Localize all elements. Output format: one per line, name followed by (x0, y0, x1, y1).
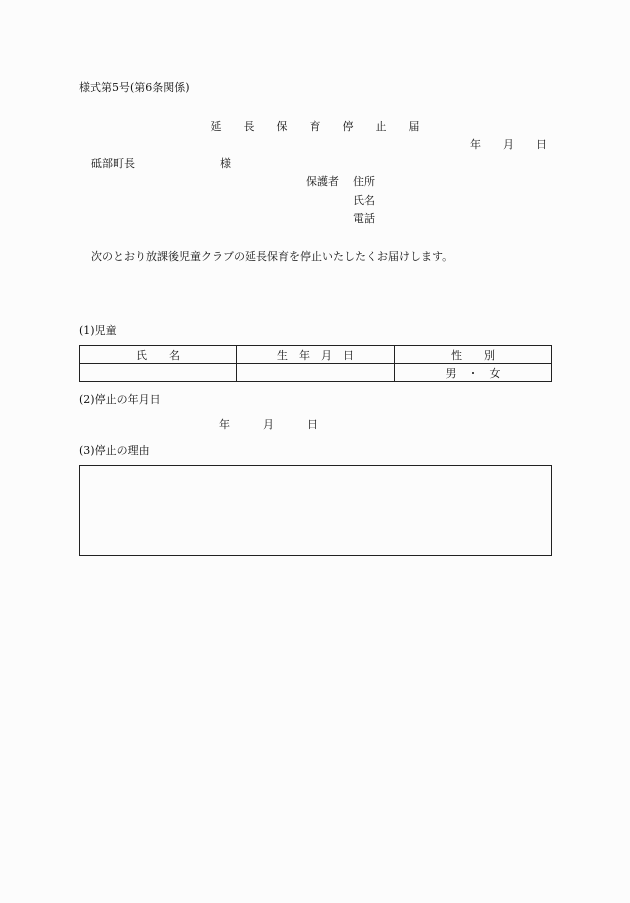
birth-date-field[interactable] (237, 364, 395, 382)
section-reason-heading: (3)停止の理由 (79, 444, 150, 457)
page-title: 延 長 保 育 停 止 届 (210, 120, 420, 133)
honorific: 様 (220, 157, 231, 170)
header-birth-date: 生 年 月 日 (237, 346, 395, 364)
guardian-address-label: 住所 (353, 175, 375, 188)
child-table-row (80, 364, 552, 382)
guardian-name-label: 氏名 (353, 194, 375, 207)
addressee: 砥部町長 (91, 157, 135, 170)
child-name-field[interactable] (80, 364, 237, 382)
submission-date: 年 月 日 (470, 138, 547, 151)
sex-choice[interactable]: 男 ・ 女 (395, 364, 552, 382)
header-child-name: 氏 名 (80, 346, 237, 364)
stop-date-field[interactable]: 年 月 日 (219, 418, 318, 431)
body-text: 次のとおり放課後児童クラブの延長保育を停止いたしたくお届けします。 (91, 250, 454, 263)
form-number: 様式第5号(第6条関係) (79, 81, 190, 94)
section-stop-date-heading: (2)停止の年月日 (79, 393, 161, 406)
child-table-header-row (80, 346, 552, 364)
child-table (79, 345, 552, 382)
header-sex: 性 別 (395, 346, 552, 364)
reason-field[interactable] (79, 465, 552, 556)
section-child-heading: (1)児童 (79, 324, 117, 337)
guardian-phone-label: 電話 (353, 212, 375, 225)
guardian-label: 保護者 (306, 175, 339, 188)
